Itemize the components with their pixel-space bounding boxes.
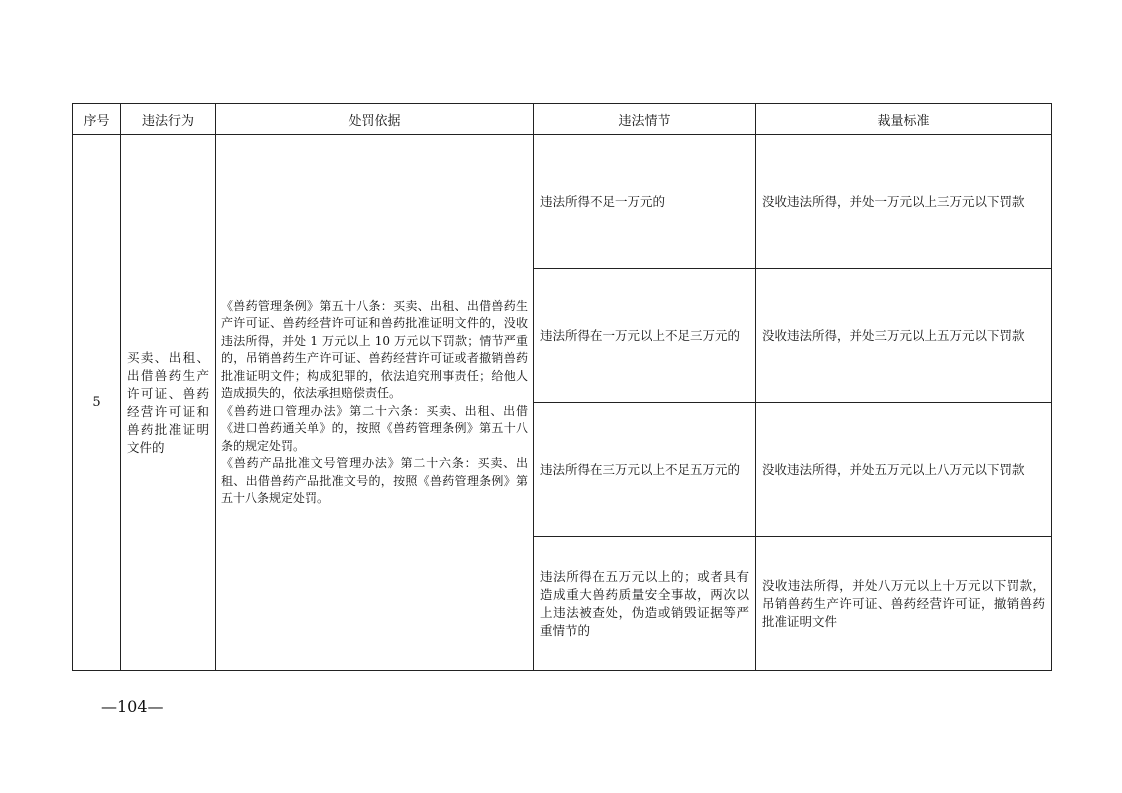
situation-cell: 违法所得在三万元以上不足五万元的 [534,403,756,537]
standard-cell: 没收违法所得，并处一万元以上三万元以下罚款 [756,135,1052,269]
header-standard: 裁量标准 [756,104,1052,135]
situation-cell: 违法所得不足一万元的 [534,135,756,269]
header-situation: 违法情节 [534,104,756,135]
table-row [73,135,1052,269]
row-index: 5 [73,135,121,671]
situation-cell: 违法所得在五万元以上的；或者具有造成重大兽药质量安全事故，两次以上违法被查处，伪造或销毁证据等严重情节的 [534,537,756,671]
penalty-standard-table [72,103,1052,671]
header-basis: 处罚依据 [216,104,534,135]
basis-paragraph: 《兽药产品批准文号管理办法》第二十六条：买卖、出租、出借兽药产品批准文号的，按照《兽药管理条例》第五十八条规定处罚。 [221,456,528,505]
row-basis [216,135,534,671]
standard-cell: 没收违法所得，并处五万元以上八万元以下罚款 [756,403,1052,537]
header-behavior: 违法行为 [121,104,216,135]
header-index: 序号 [73,104,121,135]
basis-paragraph: 《兽药进口管理办法》第二十六条：买卖、出租、出借《进口兽药通关单》的，按照《兽药管理条例》第五十八条的规定处罚。 [221,403,528,453]
table-header-row [73,104,1052,135]
situation-cell: 违法所得在一万元以上不足三万元的 [534,269,756,403]
row-behavior: 买卖、出租、出借兽药生产许可证、兽药经营许可证和兽药批准证明文件的 [121,135,216,671]
basis-paragraph: 《兽药管理条例》第五十八条：买卖、出租、出借兽药生产许可证、兽药经营许可证和兽药批准证明文件的，没收违法所得，并处 1 万元以上 10 万元以下罚款；情节严重的，吊销兽药生产许可证、兽药经营许可证或者撤销兽药批准证明文件；构成犯罪的，依法追究刑事责任；给他人造成损失的，依法承担赔偿责任。 [221,298,528,400]
standard-cell: 没收违法所得，并处三万元以上五万元以下罚款 [756,269,1052,403]
page-number: —104— [101,697,164,716]
standard-cell: 没收违法所得，并处八万元以上十万元以下罚款，吊销兽药生产许可证、兽药经营许可证，撤销兽药批准证明文件 [756,537,1052,671]
